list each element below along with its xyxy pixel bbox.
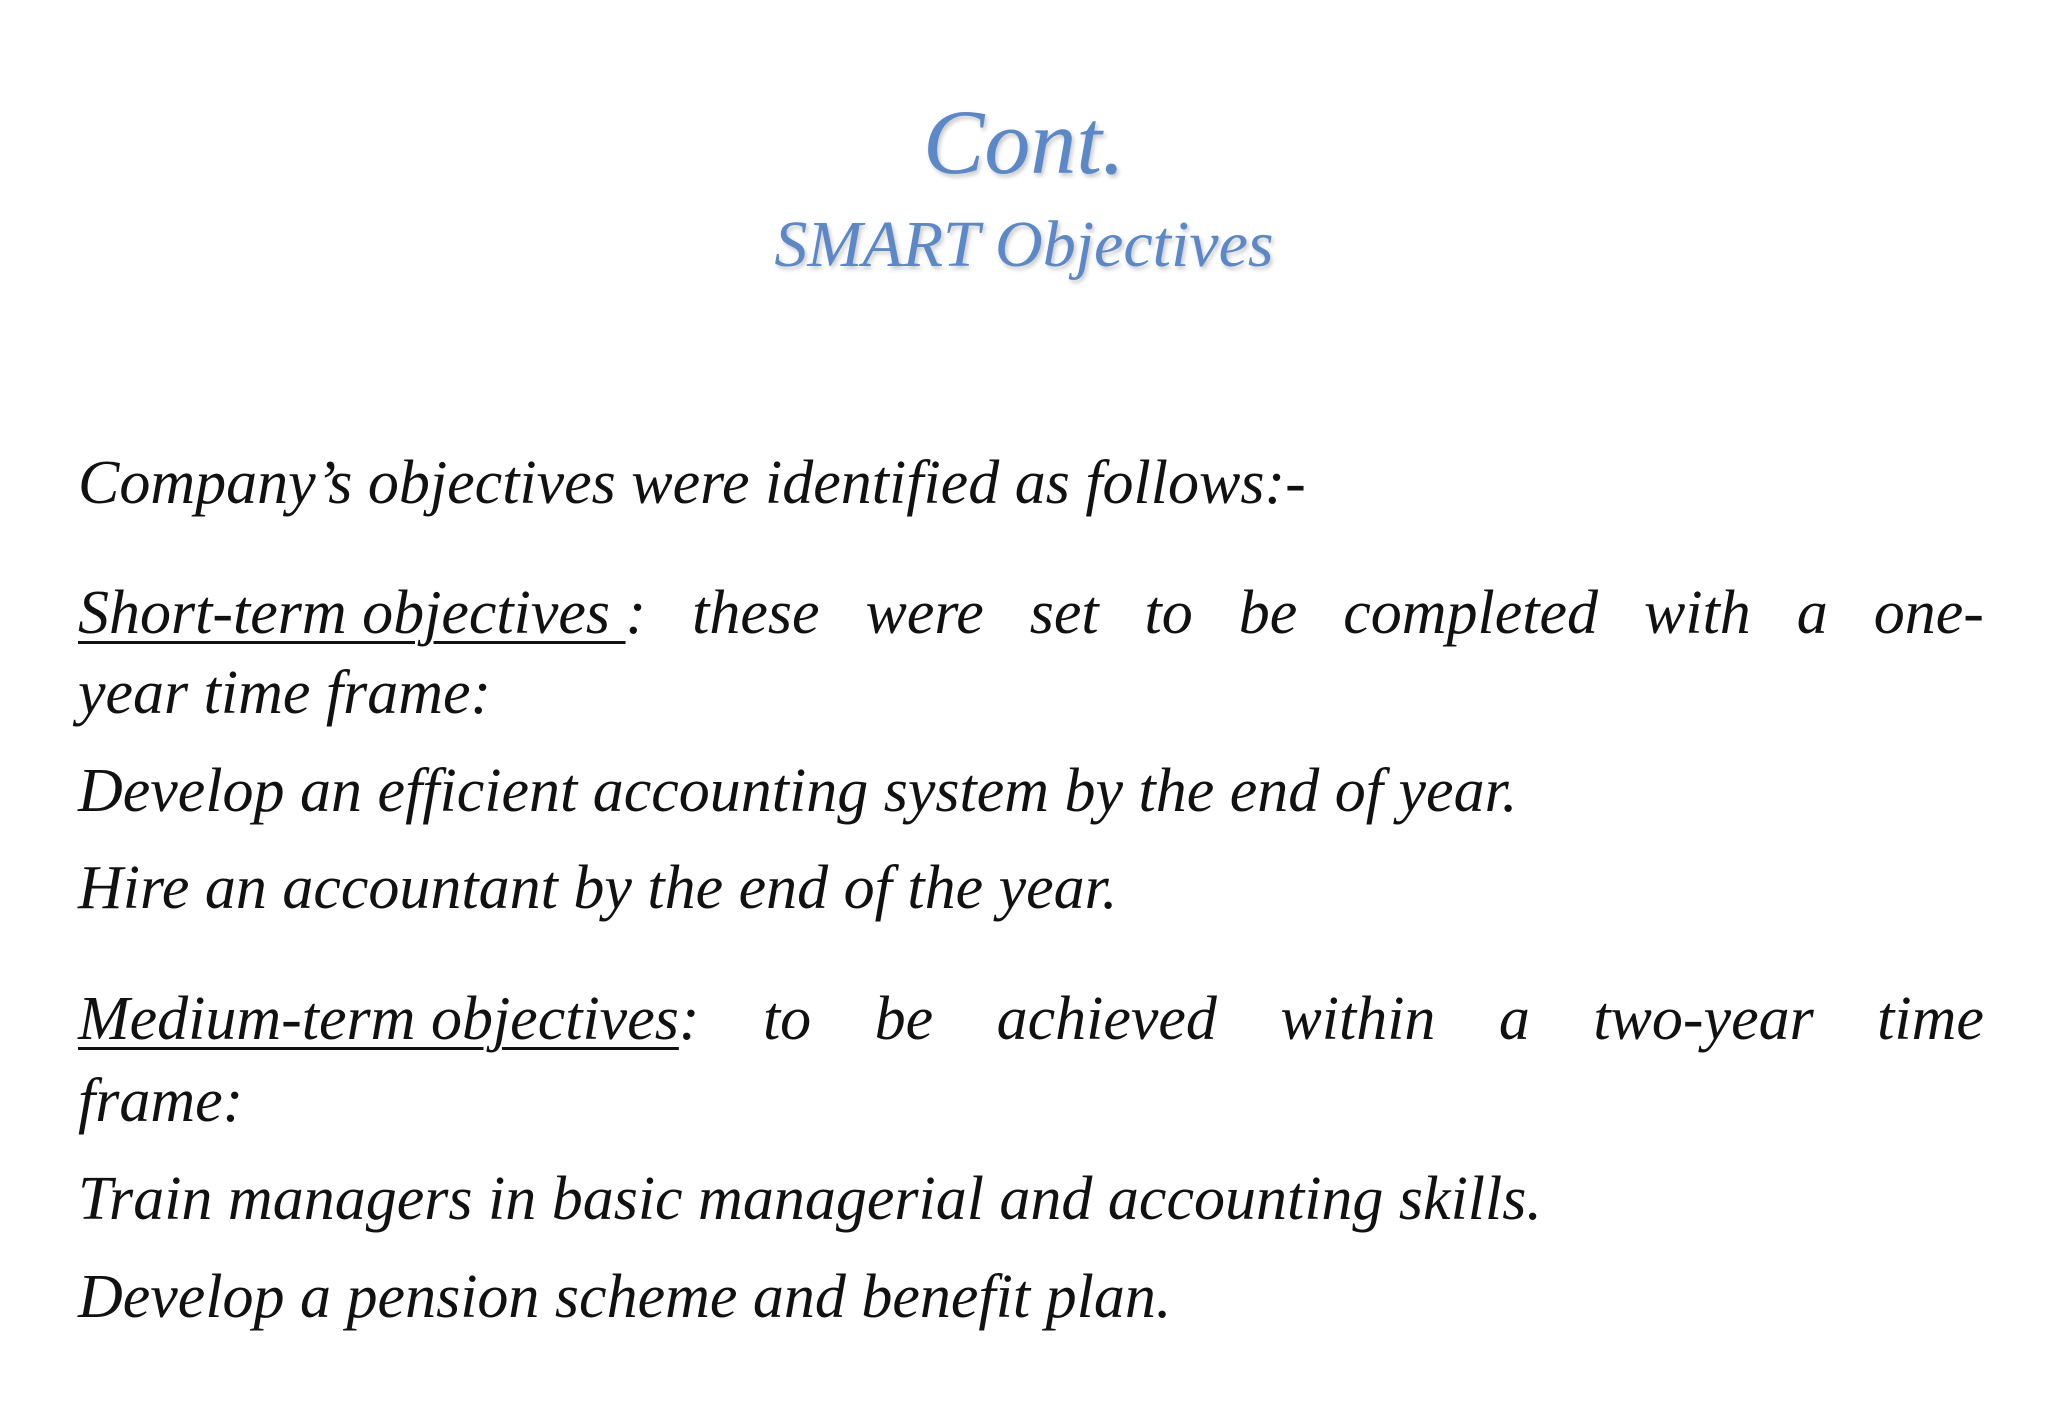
short-term-word: one-: [1873, 579, 1984, 647]
medium-term-heading-group: [78, 985, 700, 1053]
medium-term-word: :: [678, 985, 700, 1053]
medium-term-item: Train managers in basic managerial and accounting skills.: [78, 1165, 1542, 1233]
short-term-item: Develop an efficient accounting system by the end of year.: [78, 757, 1518, 825]
short-term-word: set: [1029, 579, 1099, 647]
medium-term-word: be: [874, 985, 934, 1053]
medium-term-word: to: [762, 985, 812, 1053]
short-term-word: completed: [1343, 579, 1599, 647]
intro-text: Company’s objectives were identified as follows:-: [78, 449, 1306, 517]
medium-term-line-2: frame:: [78, 1067, 244, 1135]
short-term-heading-group: [78, 579, 647, 647]
short-term-line-1: [78, 579, 1984, 647]
medium-term-word: within: [1280, 985, 1436, 1053]
slide-subtitle: SMART Objectives: [774, 208, 1274, 281]
short-term-word: a: [1796, 579, 1828, 647]
short-term-word: :: [625, 579, 647, 647]
medium-term-word: two-year: [1593, 985, 1814, 1053]
short-term-word: to: [1144, 579, 1193, 647]
medium-term-word: time: [1877, 985, 1984, 1053]
short-term-word: were: [865, 579, 984, 647]
medium-term-word: achieved: [996, 985, 1217, 1053]
medium-term-line-1: [78, 985, 1984, 1053]
medium-term-item: Develop a pension scheme and benefit plan.: [78, 1263, 1172, 1331]
short-term-word: be: [1238, 579, 1298, 647]
medium-term-word: a: [1498, 985, 1530, 1053]
short-term-heading: Short-term objectives: [78, 579, 626, 647]
short-term-word: with: [1644, 579, 1751, 647]
short-term-item: Hire an accountant by the end of the year.: [78, 854, 1118, 922]
short-term-line-2: year time frame:: [78, 659, 492, 727]
slide-title: Cont.: [923, 91, 1125, 193]
short-term-word: these: [692, 579, 820, 647]
medium-term-heading: Medium-term objectives: [78, 985, 679, 1053]
